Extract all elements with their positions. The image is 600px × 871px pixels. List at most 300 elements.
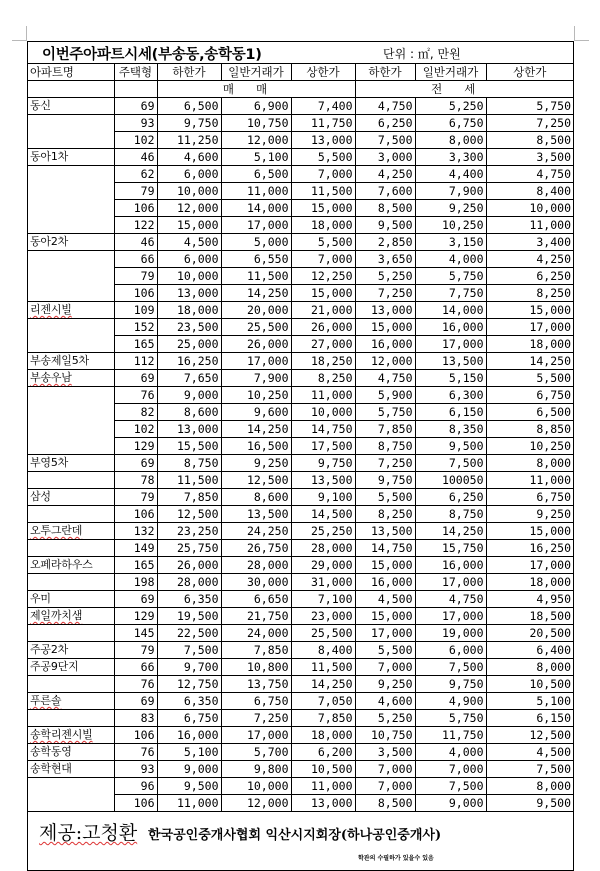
cell-size: 106 xyxy=(114,795,157,812)
cell-sale-typical: 14,250 xyxy=(221,285,291,302)
cell-size: 93 xyxy=(114,761,157,778)
table-row xyxy=(28,217,573,234)
cell-sale-high: 7,400 xyxy=(291,98,355,115)
cell-lease-typical: 9,250 xyxy=(415,200,486,217)
cell-sale-typical: 10,750 xyxy=(221,115,291,132)
cell-lease-typical: 4,000 xyxy=(415,744,486,761)
cell-sale-low: 28,000 xyxy=(157,574,221,591)
cell-lease-low: 6,250 xyxy=(355,115,415,132)
cell-sale-typical: 26,750 xyxy=(221,540,291,557)
cell-sale-high: 18,250 xyxy=(291,353,355,370)
table-row xyxy=(28,472,573,489)
table-row xyxy=(28,166,573,183)
cell-sale-high: 7,050 xyxy=(291,693,355,710)
cell-size: 109 xyxy=(114,302,157,319)
cell-sale-typical: 6,500 xyxy=(221,166,291,183)
cell-lease-high: 6,250 xyxy=(486,268,573,285)
cell-size: 69 xyxy=(114,98,157,115)
page-corner-mark-left xyxy=(12,26,27,41)
cell-sale-typical: 12,000 xyxy=(221,132,291,149)
cell-lease-low: 8,500 xyxy=(355,795,415,812)
cell-lease-low: 5,250 xyxy=(355,710,415,727)
cell-sale-typical: 14,000 xyxy=(221,200,291,217)
cell-sale-typical: 9,800 xyxy=(221,761,291,778)
cell-sale-low: 12,000 xyxy=(157,200,221,217)
cell-size: 76 xyxy=(114,744,157,761)
table-row xyxy=(28,608,573,625)
cell-apartment-name: 동신 xyxy=(28,98,114,115)
cell-sale-low: 11,250 xyxy=(157,132,221,149)
table-row xyxy=(28,744,573,761)
col-header-lease-typical: 일반거래가 xyxy=(415,64,486,81)
cell-lease-low: 5,500 xyxy=(355,489,415,506)
cell-size: 129 xyxy=(114,608,157,625)
col-header-apartment: 아파트명 xyxy=(28,64,114,81)
cell-sale-low: 16,000 xyxy=(157,727,221,744)
cell-lease-typical: 6,000 xyxy=(415,642,486,659)
table-row xyxy=(28,336,573,353)
cell-sale-low: 8,750 xyxy=(157,455,221,472)
cell-sale-high: 11,000 xyxy=(291,778,355,795)
cell-lease-low: 5,900 xyxy=(355,387,415,404)
cell-apartment-name xyxy=(28,523,114,540)
col-header-sale-low: 하한가 xyxy=(157,64,221,81)
cell-lease-low: 7,000 xyxy=(355,761,415,778)
cell-sale-typical: 25,500 xyxy=(221,319,291,336)
cell-apartment-name: 동아2차 xyxy=(28,234,114,251)
cell-sale-high: 14,500 xyxy=(291,506,355,523)
cell-lease-typical: 16,000 xyxy=(415,319,486,336)
table-row xyxy=(28,200,573,217)
column-header-row xyxy=(28,64,573,81)
association-name: 한국공인중개사협회 익산시지회장(하나공인중개사) xyxy=(148,828,442,843)
cell-apartment-name xyxy=(28,778,114,795)
cell-sale-high: 18,000 xyxy=(291,217,355,234)
cell-sale-typical: 30,000 xyxy=(221,574,291,591)
cell-lease-high: 8,500 xyxy=(486,132,573,149)
table-row xyxy=(28,404,573,421)
cell-sale-low: 25,750 xyxy=(157,540,221,557)
cell-sale-typical: 8,600 xyxy=(221,489,291,506)
cell-sale-high: 31,000 xyxy=(291,574,355,591)
apartment-name-text: 제일까치샘 xyxy=(30,609,83,622)
cell-sale-typical: 24,250 xyxy=(221,523,291,540)
price-rows xyxy=(28,98,573,812)
cell-size: 93 xyxy=(114,115,157,132)
cell-apartment-name xyxy=(28,302,114,319)
cell-size: 66 xyxy=(114,251,157,268)
cell-lease-typical: 4,900 xyxy=(415,693,486,710)
cell-lease-typical: 4,400 xyxy=(415,166,486,183)
cell-lease-low: 2,850 xyxy=(355,234,415,251)
cell-apartment-name: 우미 xyxy=(28,591,114,608)
cell-sale-high: 28,000 xyxy=(291,540,355,557)
cell-lease-high: 4,750 xyxy=(486,166,573,183)
cell-sale-typical: 26,000 xyxy=(221,336,291,353)
cell-lease-low: 4,750 xyxy=(355,370,415,387)
table-row xyxy=(28,795,573,812)
cell-sale-low: 16,250 xyxy=(157,353,221,370)
table-row xyxy=(28,710,573,727)
cell-lease-low: 3,500 xyxy=(355,744,415,761)
cell-sale-high: 13,000 xyxy=(291,795,355,812)
cell-apartment-name xyxy=(28,387,114,404)
table-row xyxy=(28,302,573,319)
cell-apartment-name xyxy=(28,319,114,336)
cell-sale-low: 25,000 xyxy=(157,336,221,353)
cell-size: 76 xyxy=(114,387,157,404)
cell-apartment-name xyxy=(28,540,114,557)
cell-apartment-name xyxy=(28,438,114,455)
table-row xyxy=(28,115,573,132)
cell-sale-low: 8,600 xyxy=(157,404,221,421)
cell-apartment-name xyxy=(28,608,114,625)
cell-size: 66 xyxy=(114,659,157,676)
cell-lease-high: 7,500 xyxy=(486,761,573,778)
cell-lease-low: 17,000 xyxy=(355,625,415,642)
cell-sale-typical: 24,000 xyxy=(221,625,291,642)
cell-sale-low: 6,000 xyxy=(157,166,221,183)
cell-sale-typical: 5,100 xyxy=(221,149,291,166)
cell-sale-low: 9,750 xyxy=(157,115,221,132)
cell-sale-low: 6,500 xyxy=(157,98,221,115)
cell-lease-high: 3,400 xyxy=(486,234,573,251)
cell-lease-typical: 16,000 xyxy=(415,557,486,574)
cell-sale-high: 17,500 xyxy=(291,438,355,455)
cell-lease-typical: 7,900 xyxy=(415,183,486,200)
cell-sale-low: 6,350 xyxy=(157,591,221,608)
col-header-lease-low: 하한가 xyxy=(355,64,415,81)
cell-size: 46 xyxy=(114,149,157,166)
cell-sale-low: 6,750 xyxy=(157,710,221,727)
cell-size: 79 xyxy=(114,183,157,200)
cell-sale-low: 19,500 xyxy=(157,608,221,625)
cell-size: 102 xyxy=(114,421,157,438)
cell-lease-low: 9,750 xyxy=(355,472,415,489)
table-row xyxy=(28,557,573,574)
cell-lease-high: 8,000 xyxy=(486,659,573,676)
cell-size: 69 xyxy=(114,693,157,710)
cell-apartment-name: 송학현대 xyxy=(28,761,114,778)
cell-sale-low: 22,500 xyxy=(157,625,221,642)
cell-lease-high: 5,750 xyxy=(486,98,573,115)
table-row xyxy=(28,676,573,693)
cell-sale-high: 5,500 xyxy=(291,149,355,166)
cell-lease-high: 4,250 xyxy=(486,251,573,268)
cell-lease-typical: 3,150 xyxy=(415,234,486,251)
cell-lease-low: 4,500 xyxy=(355,591,415,608)
cell-lease-low: 15,000 xyxy=(355,608,415,625)
table-row xyxy=(28,591,573,608)
cell-lease-high: 18,500 xyxy=(486,608,573,625)
cell-lease-high: 6,150 xyxy=(486,710,573,727)
cell-sale-high: 15,000 xyxy=(291,200,355,217)
cell-lease-high: 5,100 xyxy=(486,693,573,710)
table-row xyxy=(28,353,573,370)
cell-lease-typical: 100050 xyxy=(415,472,486,489)
cell-lease-typical: 8,350 xyxy=(415,421,486,438)
cell-size: 145 xyxy=(114,625,157,642)
table-row xyxy=(28,319,573,336)
cell-lease-high: 14,250 xyxy=(486,353,573,370)
cell-sale-high: 9,750 xyxy=(291,455,355,472)
cell-size: 165 xyxy=(114,336,157,353)
cell-apartment-name xyxy=(28,727,114,744)
cell-lease-typical: 10,250 xyxy=(415,217,486,234)
cell-sale-high: 10,000 xyxy=(291,404,355,421)
cell-sale-typical: 5,700 xyxy=(221,744,291,761)
footer xyxy=(28,812,573,870)
cell-apartment-name xyxy=(28,200,114,217)
cell-lease-low: 4,250 xyxy=(355,166,415,183)
cell-lease-high: 17,000 xyxy=(486,319,573,336)
cell-lease-typical: 17,000 xyxy=(415,608,486,625)
table-row xyxy=(28,438,573,455)
cell-size: 69 xyxy=(114,591,157,608)
cell-lease-low: 16,000 xyxy=(355,574,415,591)
table-row xyxy=(28,659,573,676)
cell-sale-typical: 17,000 xyxy=(221,353,291,370)
table-row xyxy=(28,387,573,404)
cell-lease-high: 3,500 xyxy=(486,149,573,166)
cell-lease-high: 9,250 xyxy=(486,506,573,523)
cell-lease-high: 8,400 xyxy=(486,183,573,200)
cell-lease-high: 5,500 xyxy=(486,370,573,387)
cell-sale-low: 23,500 xyxy=(157,319,221,336)
cell-lease-typical: 8,000 xyxy=(415,132,486,149)
cell-sale-high: 13,500 xyxy=(291,472,355,489)
title-bar xyxy=(28,41,573,63)
cell-sale-low: 9,500 xyxy=(157,778,221,795)
cell-sale-low: 13,000 xyxy=(157,285,221,302)
cell-lease-typical: 7,500 xyxy=(415,778,486,795)
cell-lease-typical: 13,500 xyxy=(415,353,486,370)
col-header-sale-high: 상한가 xyxy=(291,64,355,81)
cell-sale-low: 18,000 xyxy=(157,302,221,319)
cell-apartment-name: 주공9단지 xyxy=(28,659,114,676)
cell-lease-low: 16,000 xyxy=(355,336,415,353)
cell-apartment-name xyxy=(28,421,114,438)
table-row xyxy=(28,540,573,557)
cell-lease-typical: 9,000 xyxy=(415,795,486,812)
cell-lease-typical: 7,750 xyxy=(415,285,486,302)
cell-lease-typical: 5,750 xyxy=(415,268,486,285)
table-row xyxy=(28,523,573,540)
cell-sale-high: 11,750 xyxy=(291,115,355,132)
cell-sale-typical: 10,800 xyxy=(221,659,291,676)
cell-sale-low: 10,000 xyxy=(157,183,221,200)
cell-lease-low: 8,250 xyxy=(355,506,415,523)
cell-sale-high: 14,250 xyxy=(291,676,355,693)
cell-sale-high: 29,000 xyxy=(291,557,355,574)
cell-sale-high: 10,500 xyxy=(291,761,355,778)
cell-sale-low: 9,000 xyxy=(157,761,221,778)
cell-lease-typical: 7,500 xyxy=(415,659,486,676)
disclaimer-note: 학관의 수필하가 있을수 있음 xyxy=(358,855,434,862)
cell-lease-low: 7,000 xyxy=(355,659,415,676)
cell-apartment-name: 부영5차 xyxy=(28,455,114,472)
cell-lease-typical: 19,000 xyxy=(415,625,486,642)
cell-lease-typical: 8,750 xyxy=(415,506,486,523)
cell-sale-typical: 7,900 xyxy=(221,370,291,387)
cell-sale-low: 23,250 xyxy=(157,523,221,540)
cell-size: 198 xyxy=(114,574,157,591)
cell-lease-low: 8,750 xyxy=(355,438,415,455)
cell-size: 83 xyxy=(114,710,157,727)
cell-apartment-name xyxy=(28,115,114,132)
cell-apartment-name: 송학동영 xyxy=(28,744,114,761)
cell-sale-low: 5,100 xyxy=(157,744,221,761)
cell-size: 106 xyxy=(114,285,157,302)
price-table xyxy=(28,63,573,812)
cell-lease-low: 7,600 xyxy=(355,183,415,200)
cell-lease-high: 15,000 xyxy=(486,523,573,540)
apartment-name-text: 오투그란데 xyxy=(30,524,83,537)
cell-sale-high: 27,000 xyxy=(291,336,355,353)
apartment-name-text: 송학리젠시빌 xyxy=(30,728,93,741)
cell-size: 165 xyxy=(114,557,157,574)
cell-sale-high: 7,000 xyxy=(291,251,355,268)
cell-lease-typical: 17,000 xyxy=(415,574,486,591)
table-row xyxy=(28,455,573,472)
cell-sale-high: 7,100 xyxy=(291,591,355,608)
cell-lease-low: 13,000 xyxy=(355,302,415,319)
cell-apartment-name xyxy=(28,472,114,489)
cell-lease-high: 4,950 xyxy=(486,591,573,608)
cell-lease-high: 11,000 xyxy=(486,472,573,489)
cell-sale-low: 7,850 xyxy=(157,489,221,506)
cell-sale-high: 8,400 xyxy=(291,642,355,659)
cell-sale-high: 25,500 xyxy=(291,625,355,642)
cell-size: 78 xyxy=(114,472,157,489)
cell-sale-typical: 6,900 xyxy=(221,98,291,115)
cell-sale-high: 15,000 xyxy=(291,285,355,302)
cell-lease-low: 15,000 xyxy=(355,319,415,336)
cell-sale-low: 9,000 xyxy=(157,387,221,404)
cell-size: 132 xyxy=(114,523,157,540)
cell-lease-high: 6,750 xyxy=(486,489,573,506)
table-row xyxy=(28,149,573,166)
cell-sale-high: 12,250 xyxy=(291,268,355,285)
group-header-lease: 전세 xyxy=(355,81,573,98)
cell-lease-low: 5,750 xyxy=(355,404,415,421)
cell-sale-low: 11,500 xyxy=(157,472,221,489)
cell-lease-typical: 3,300 xyxy=(415,149,486,166)
cell-lease-low: 15,000 xyxy=(355,557,415,574)
table-row xyxy=(28,132,573,149)
cell-apartment-name xyxy=(28,370,114,387)
cell-size: 96 xyxy=(114,778,157,795)
cell-sale-typical: 14,250 xyxy=(221,421,291,438)
cell-apartment-name xyxy=(28,574,114,591)
cell-sale-high: 11,500 xyxy=(291,659,355,676)
cell-lease-typical: 6,150 xyxy=(415,404,486,421)
table-row xyxy=(28,778,573,795)
cell-sale-low: 6,350 xyxy=(157,693,221,710)
cell-sale-typical: 6,750 xyxy=(221,693,291,710)
cell-lease-typical: 7,000 xyxy=(415,761,486,778)
cell-sale-high: 21,000 xyxy=(291,302,355,319)
table-row xyxy=(28,642,573,659)
cell-lease-typical: 4,750 xyxy=(415,591,486,608)
cell-size: 79 xyxy=(114,642,157,659)
cell-lease-low: 9,250 xyxy=(355,676,415,693)
cell-sale-typical: 7,850 xyxy=(221,642,291,659)
cell-sale-low: 9,700 xyxy=(157,659,221,676)
cell-sale-typical: 17,000 xyxy=(221,217,291,234)
cell-apartment-name: 부송제일5차 xyxy=(28,353,114,370)
cell-sale-low: 6,000 xyxy=(157,251,221,268)
table-row xyxy=(28,285,573,302)
cell-sale-high: 8,250 xyxy=(291,370,355,387)
provider-name: 제공:고청환 xyxy=(39,822,138,844)
cell-lease-typical: 4,000 xyxy=(415,251,486,268)
cell-lease-high: 9,500 xyxy=(486,795,573,812)
cell-sale-typical: 11,500 xyxy=(221,268,291,285)
table-row xyxy=(28,251,573,268)
cell-lease-low: 14,750 xyxy=(355,540,415,557)
cell-sale-high: 9,100 xyxy=(291,489,355,506)
cell-size: 102 xyxy=(114,132,157,149)
cell-lease-high: 8,000 xyxy=(486,778,573,795)
cell-sale-typical: 9,600 xyxy=(221,404,291,421)
cell-lease-typical: 7,500 xyxy=(415,455,486,472)
cell-lease-typical: 5,250 xyxy=(415,98,486,115)
cell-lease-typical: 9,500 xyxy=(415,438,486,455)
cell-sale-high: 7,000 xyxy=(291,166,355,183)
cell-sale-typical: 11,000 xyxy=(221,183,291,200)
cell-lease-high: 7,250 xyxy=(486,115,573,132)
cell-sale-high: 11,500 xyxy=(291,183,355,200)
cell-lease-high: 16,250 xyxy=(486,540,573,557)
cell-size: 46 xyxy=(114,234,157,251)
cell-size: 62 xyxy=(114,166,157,183)
cell-lease-high: 20,500 xyxy=(486,625,573,642)
cell-lease-high: 8,000 xyxy=(486,455,573,472)
cell-sale-low: 13,000 xyxy=(157,421,221,438)
cell-lease-typical: 14,250 xyxy=(415,523,486,540)
cell-lease-typical: 15,750 xyxy=(415,540,486,557)
cell-apartment-name: 동아1차 xyxy=(28,149,114,166)
cell-sale-high: 26,000 xyxy=(291,319,355,336)
cell-lease-typical: 5,750 xyxy=(415,710,486,727)
cell-apartment-name xyxy=(28,183,114,200)
cell-lease-typical: 6,250 xyxy=(415,489,486,506)
cell-sale-typical: 20,000 xyxy=(221,302,291,319)
cell-apartment-name xyxy=(28,506,114,523)
table-row xyxy=(28,489,573,506)
cell-apartment-name xyxy=(28,795,114,812)
cell-sale-typical: 12,000 xyxy=(221,795,291,812)
cell-sale-low: 15,000 xyxy=(157,217,221,234)
cell-lease-low: 3,000 xyxy=(355,149,415,166)
cell-sale-low: 7,650 xyxy=(157,370,221,387)
cell-sale-high: 5,500 xyxy=(291,234,355,251)
cell-lease-high: 15,000 xyxy=(486,302,573,319)
cell-apartment-name xyxy=(28,625,114,642)
cell-lease-high: 18,000 xyxy=(486,336,573,353)
group-header-sale: 매매 xyxy=(157,81,355,98)
cell-sale-typical: 5,000 xyxy=(221,234,291,251)
cell-apartment-name xyxy=(28,285,114,302)
unit-label: 단위 : ㎡, 만원 xyxy=(383,47,461,61)
col-header-size: 주택형 xyxy=(114,64,157,81)
cell-lease-high: 6,750 xyxy=(486,387,573,404)
cell-lease-low: 5,500 xyxy=(355,642,415,659)
cell-sale-typical: 10,250 xyxy=(221,387,291,404)
cell-size: 69 xyxy=(114,455,157,472)
cell-size: 149 xyxy=(114,540,157,557)
